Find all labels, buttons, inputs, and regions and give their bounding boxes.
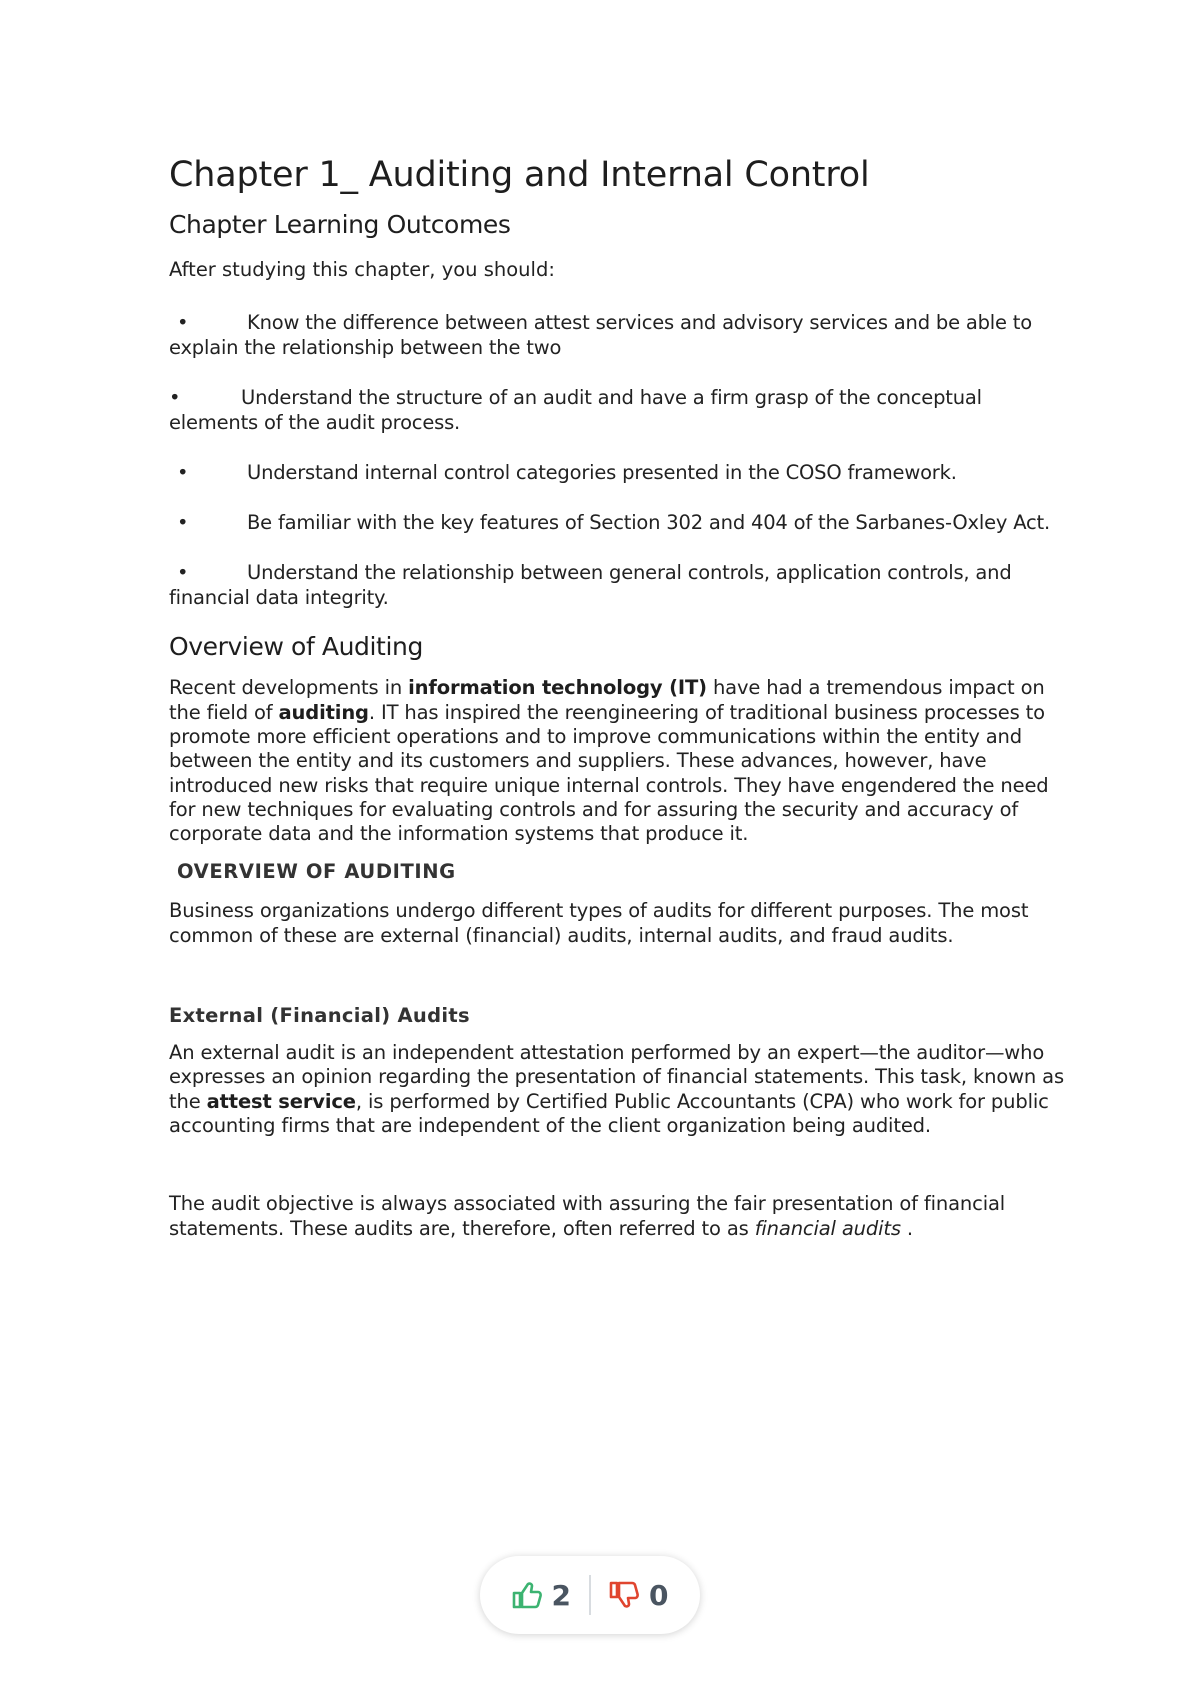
bullet-icon: • [169, 386, 181, 410]
overview-paragraph [169, 676, 1069, 846]
bullet-icon: • [177, 311, 189, 335]
bold-term: auditing [278, 700, 369, 724]
list-item [169, 310, 1069, 360]
text-run: have had a tremendous impact on the field of [169, 676, 1045, 724]
bold-term: information technology (IT) [408, 676, 707, 700]
list-item [169, 385, 1069, 435]
overview-caps-heading: OVERVIEW OF AUDITING [177, 860, 456, 884]
intro-text: After studying this chapter, you should: [169, 258, 555, 281]
bullet-icon: • [177, 511, 189, 535]
bullet-icon: • [177, 461, 189, 485]
overview-heading: Overview of Auditing [169, 632, 423, 662]
text-run: . IT has inspired the reengineering of traditional business processes to promote more efficient operations and to improve communications within the entity and between the entity and its customers and suppliers. These advances, however, have introduced new risks that require unique internal controls. They have engendered the need for new techniques for evaluating controls and for assuring the security and accuracy of corporate data and the information systems that produce it. [169, 700, 1049, 846]
text-run: , is performed by Certified Public Accountants (CPA) who work for public accounting firms that are independent of the client organization being audited. [169, 1089, 1049, 1137]
thumbs-up-icon [512, 1581, 542, 1609]
audit-objective-paragraph [169, 1192, 1069, 1241]
page-title: Chapter 1_ Auditing and Internal Control [169, 155, 870, 195]
outcomes-list [169, 310, 1069, 610]
learning-outcomes-heading: Chapter Learning Outcomes [169, 210, 511, 239]
external-audits-heading: External (Financial) Audits [169, 1004, 470, 1028]
outcome-text: Understand the structure of an audit and have a firm grasp of the conceptual elements of the audit process. [169, 386, 982, 435]
outcome-text: Understand internal control categories presented in the COSO framework. [247, 461, 957, 485]
text-run: Recent developments in [169, 676, 409, 700]
external-audit-paragraph [169, 1041, 1069, 1138]
list-item [169, 510, 1069, 535]
downvote-button[interactable] [591, 1579, 686, 1612]
list-item [169, 560, 1069, 610]
business-paragraph: Business organizations undergo different types of audits for different purposes. The most common of these are external (financial) audits, internal audits, and fraud audits. [169, 899, 1029, 947]
vote-widget [480, 1556, 700, 1634]
outcome-text: Be familiar with the key features of Section 302 and 404 of the Sarbanes-Oxley Act. [247, 511, 1050, 535]
downvote-count: 0 [649, 1578, 669, 1612]
text-run: An external audit is an independent attestation performed by an expert—the auditor—who expresses an opinion regarding the presentation of financial statements. This task, known as the [169, 1041, 1064, 1113]
bullet-icon: • [177, 561, 189, 585]
upvote-count: 2 [551, 1578, 571, 1612]
document-page [169, 154, 1069, 1241]
text-run: The audit objective is always associated with assuring the fair presentation of financial statements. These audits are, therefore, often referred to as [169, 1192, 1006, 1240]
bold-term: attest service [206, 1089, 356, 1113]
italic-term: financial audits [754, 1216, 901, 1240]
text-run: . [900, 1216, 913, 1240]
list-item [169, 460, 1069, 485]
outcome-text: Understand the relationship between general controls, application controls, and financial data integrity. [169, 561, 1012, 610]
outcome-text: Know the difference between attest services and advisory services and be able to explain the relationship between the two [169, 311, 1032, 360]
upvote-button[interactable] [494, 1579, 589, 1612]
thumbs-down-icon [609, 1581, 639, 1609]
